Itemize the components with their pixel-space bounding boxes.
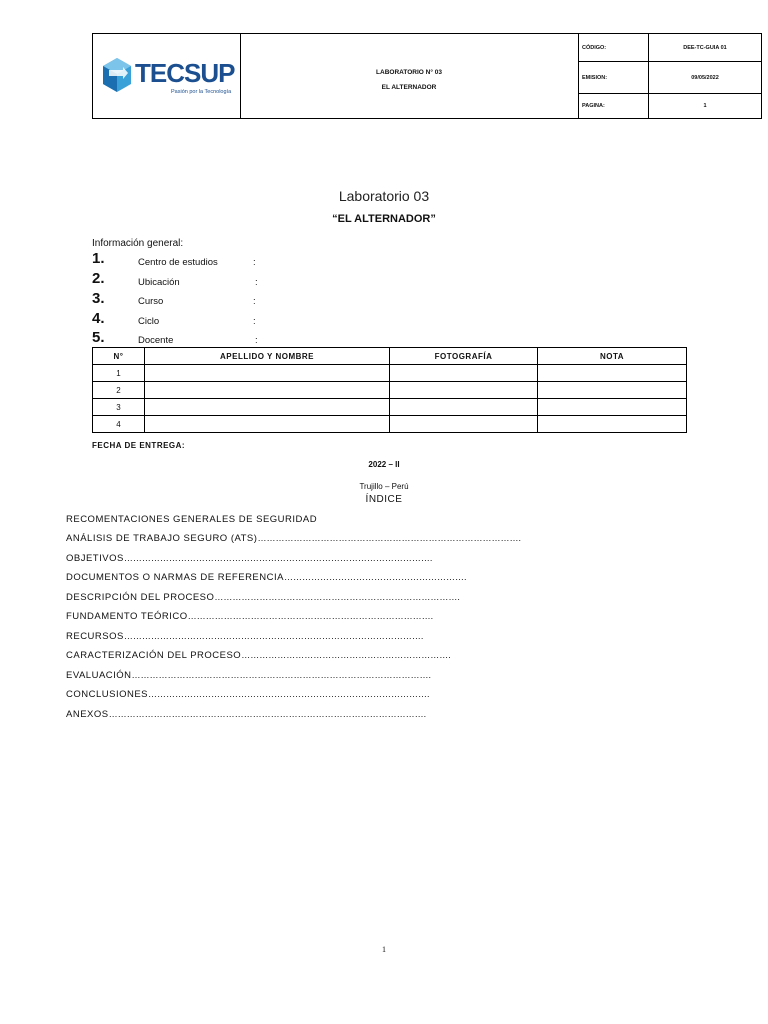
lab-number: LABORATORIO N° 03 <box>376 69 442 76</box>
fecha-entrega-label: FECHA DE ENTREGA: <box>92 441 186 450</box>
table-header-row <box>93 348 687 365</box>
name-cell[interactable] <box>145 399 390 416</box>
index-item-text: ANÁLISIS DE TRABAJO SEGURO (ATS) <box>66 533 258 544</box>
index-item <box>66 631 423 642</box>
pagina-value: 1 <box>703 103 707 109</box>
info-number: 4. <box>92 310 105 327</box>
name-cell[interactable] <box>145 416 390 433</box>
doc-meta-cells <box>578 34 761 118</box>
index-title: ÍNDICE <box>365 494 403 505</box>
grade-cell[interactable] <box>538 399 687 416</box>
index-item-dots: ……………………………………………………………. <box>241 650 451 660</box>
index-item <box>66 553 432 564</box>
info-label-centro: Centro de estudios <box>138 257 218 268</box>
index-item-text: ANEXOS <box>66 709 109 720</box>
index-item-dots: ……………………………………………………………………………. <box>257 533 521 543</box>
emision-label: EMISION: <box>578 62 649 93</box>
lab-name: EL ALTERNADOR <box>381 84 437 91</box>
row-number: 3 <box>93 399 145 416</box>
codigo-label: CÓDIGO: <box>578 34 649 61</box>
index-item-dots: …………………………………………………………………………………………. <box>123 553 433 563</box>
index-item-text: CARACTERIZACIÓN DEL PROCESO <box>66 650 242 661</box>
grade-cell[interactable] <box>538 382 687 399</box>
info-colon: : <box>253 257 256 268</box>
index-item <box>66 533 521 544</box>
photo-cell[interactable] <box>390 365 538 382</box>
place-line: Trujillo – Perú <box>359 482 409 491</box>
grade-cell[interactable] <box>538 416 687 433</box>
row-number: 1 <box>93 365 145 382</box>
name-cell[interactable] <box>145 365 390 382</box>
pagina-label: PAGINA: <box>578 94 649 118</box>
index-item <box>66 689 430 700</box>
info-colon: : <box>255 335 258 346</box>
codigo-row <box>578 34 761 62</box>
index-item <box>66 611 433 622</box>
index-item-text: FUNDAMENTO TEÓRICO <box>66 611 188 622</box>
codigo-value: DEE-TC-GUIA 01 <box>683 44 727 51</box>
index-item-dots: ………………………………………………………………………………………. <box>131 670 432 680</box>
photo-cell[interactable] <box>390 382 538 399</box>
index-item <box>66 514 317 525</box>
index-item <box>66 572 466 583</box>
place-line-clip <box>0 476 768 491</box>
index-item <box>66 709 426 720</box>
photo-cell[interactable] <box>390 399 538 416</box>
tecsup-logo-icon <box>101 56 133 94</box>
index-item <box>66 592 460 603</box>
table-row <box>93 416 687 433</box>
logo-cell <box>93 34 241 118</box>
emision-row <box>578 62 761 94</box>
table-row <box>93 365 687 382</box>
semester-line: 2022 – II <box>368 460 400 469</box>
index-item <box>66 670 431 681</box>
row-number: 2 <box>93 382 145 399</box>
page-subtitle: “EL ALTERNADOR” <box>332 213 436 225</box>
index-item-text: DESCRIPCIÓN DEL PROCESO <box>66 592 215 603</box>
index-item-text: CONCLUSIONES <box>66 689 149 700</box>
row-number: 4 <box>93 416 145 433</box>
info-number: 2. <box>92 270 105 287</box>
info-label-docente: Docente <box>138 335 174 346</box>
pagina-row <box>578 94 761 118</box>
index-item-dots: …………………………………………………………………………………. <box>148 689 430 699</box>
emision-value: 09/05/2022 <box>691 74 719 81</box>
table-row <box>93 382 687 399</box>
photo-cell[interactable] <box>390 416 538 433</box>
info-label-ubicacion: Ubicación <box>138 277 180 288</box>
logo-tagline: Pasión por la Tecnología <box>171 89 232 95</box>
info-colon: : <box>253 296 256 307</box>
table-row <box>93 399 687 416</box>
index-item-text: RECURSOS <box>66 631 124 642</box>
index-item-dots: ………………………………………………………………………. <box>214 592 460 602</box>
index-item <box>66 650 451 661</box>
grade-cell[interactable] <box>538 365 687 382</box>
document-header <box>92 33 762 119</box>
info-number: 5. <box>92 329 105 346</box>
logo-wordmark: TECSUP <box>135 58 235 88</box>
info-heading: Información general: <box>92 238 184 249</box>
col-header-name: APELLIDO Y NOMBRE <box>145 348 390 365</box>
index-item-dots: ………………………………………………………………………. <box>187 611 434 621</box>
page-title: Laboratorio 03 <box>338 188 430 204</box>
info-number: 3. <box>92 290 105 307</box>
index-item-dots: ……………………………………………………………………………………………. <box>108 709 427 719</box>
info-number: 1. <box>92 250 105 267</box>
index-item-text: EVALUACIÓN <box>66 670 132 681</box>
students-table <box>92 347 687 433</box>
info-label-ciclo: Ciclo <box>138 316 160 327</box>
index-item-text: OBJETIVOS <box>66 553 124 564</box>
info-colon: : <box>253 316 256 327</box>
col-header-photo: FOTOGRAFÍA <box>390 348 538 365</box>
index-item-dots: ………………………………………………………………………………………. <box>123 631 424 641</box>
info-colon: : <box>255 277 258 288</box>
index-item-text: DOCUMENTOS O NARMAS DE REFERENCIA <box>66 572 284 583</box>
footer-page-number: 1 <box>382 945 386 954</box>
col-header-grade: NOTA <box>538 348 687 365</box>
info-label-curso: Curso <box>138 296 164 307</box>
lab-title-cell <box>240 34 579 118</box>
index-item-text: RECOMENTACIONES GENERALES DE SEGURIDAD <box>66 514 318 525</box>
name-cell[interactable] <box>145 382 390 399</box>
col-header-number: N° <box>93 348 145 365</box>
index-item-dots: ……………………………………………………. <box>283 572 467 582</box>
